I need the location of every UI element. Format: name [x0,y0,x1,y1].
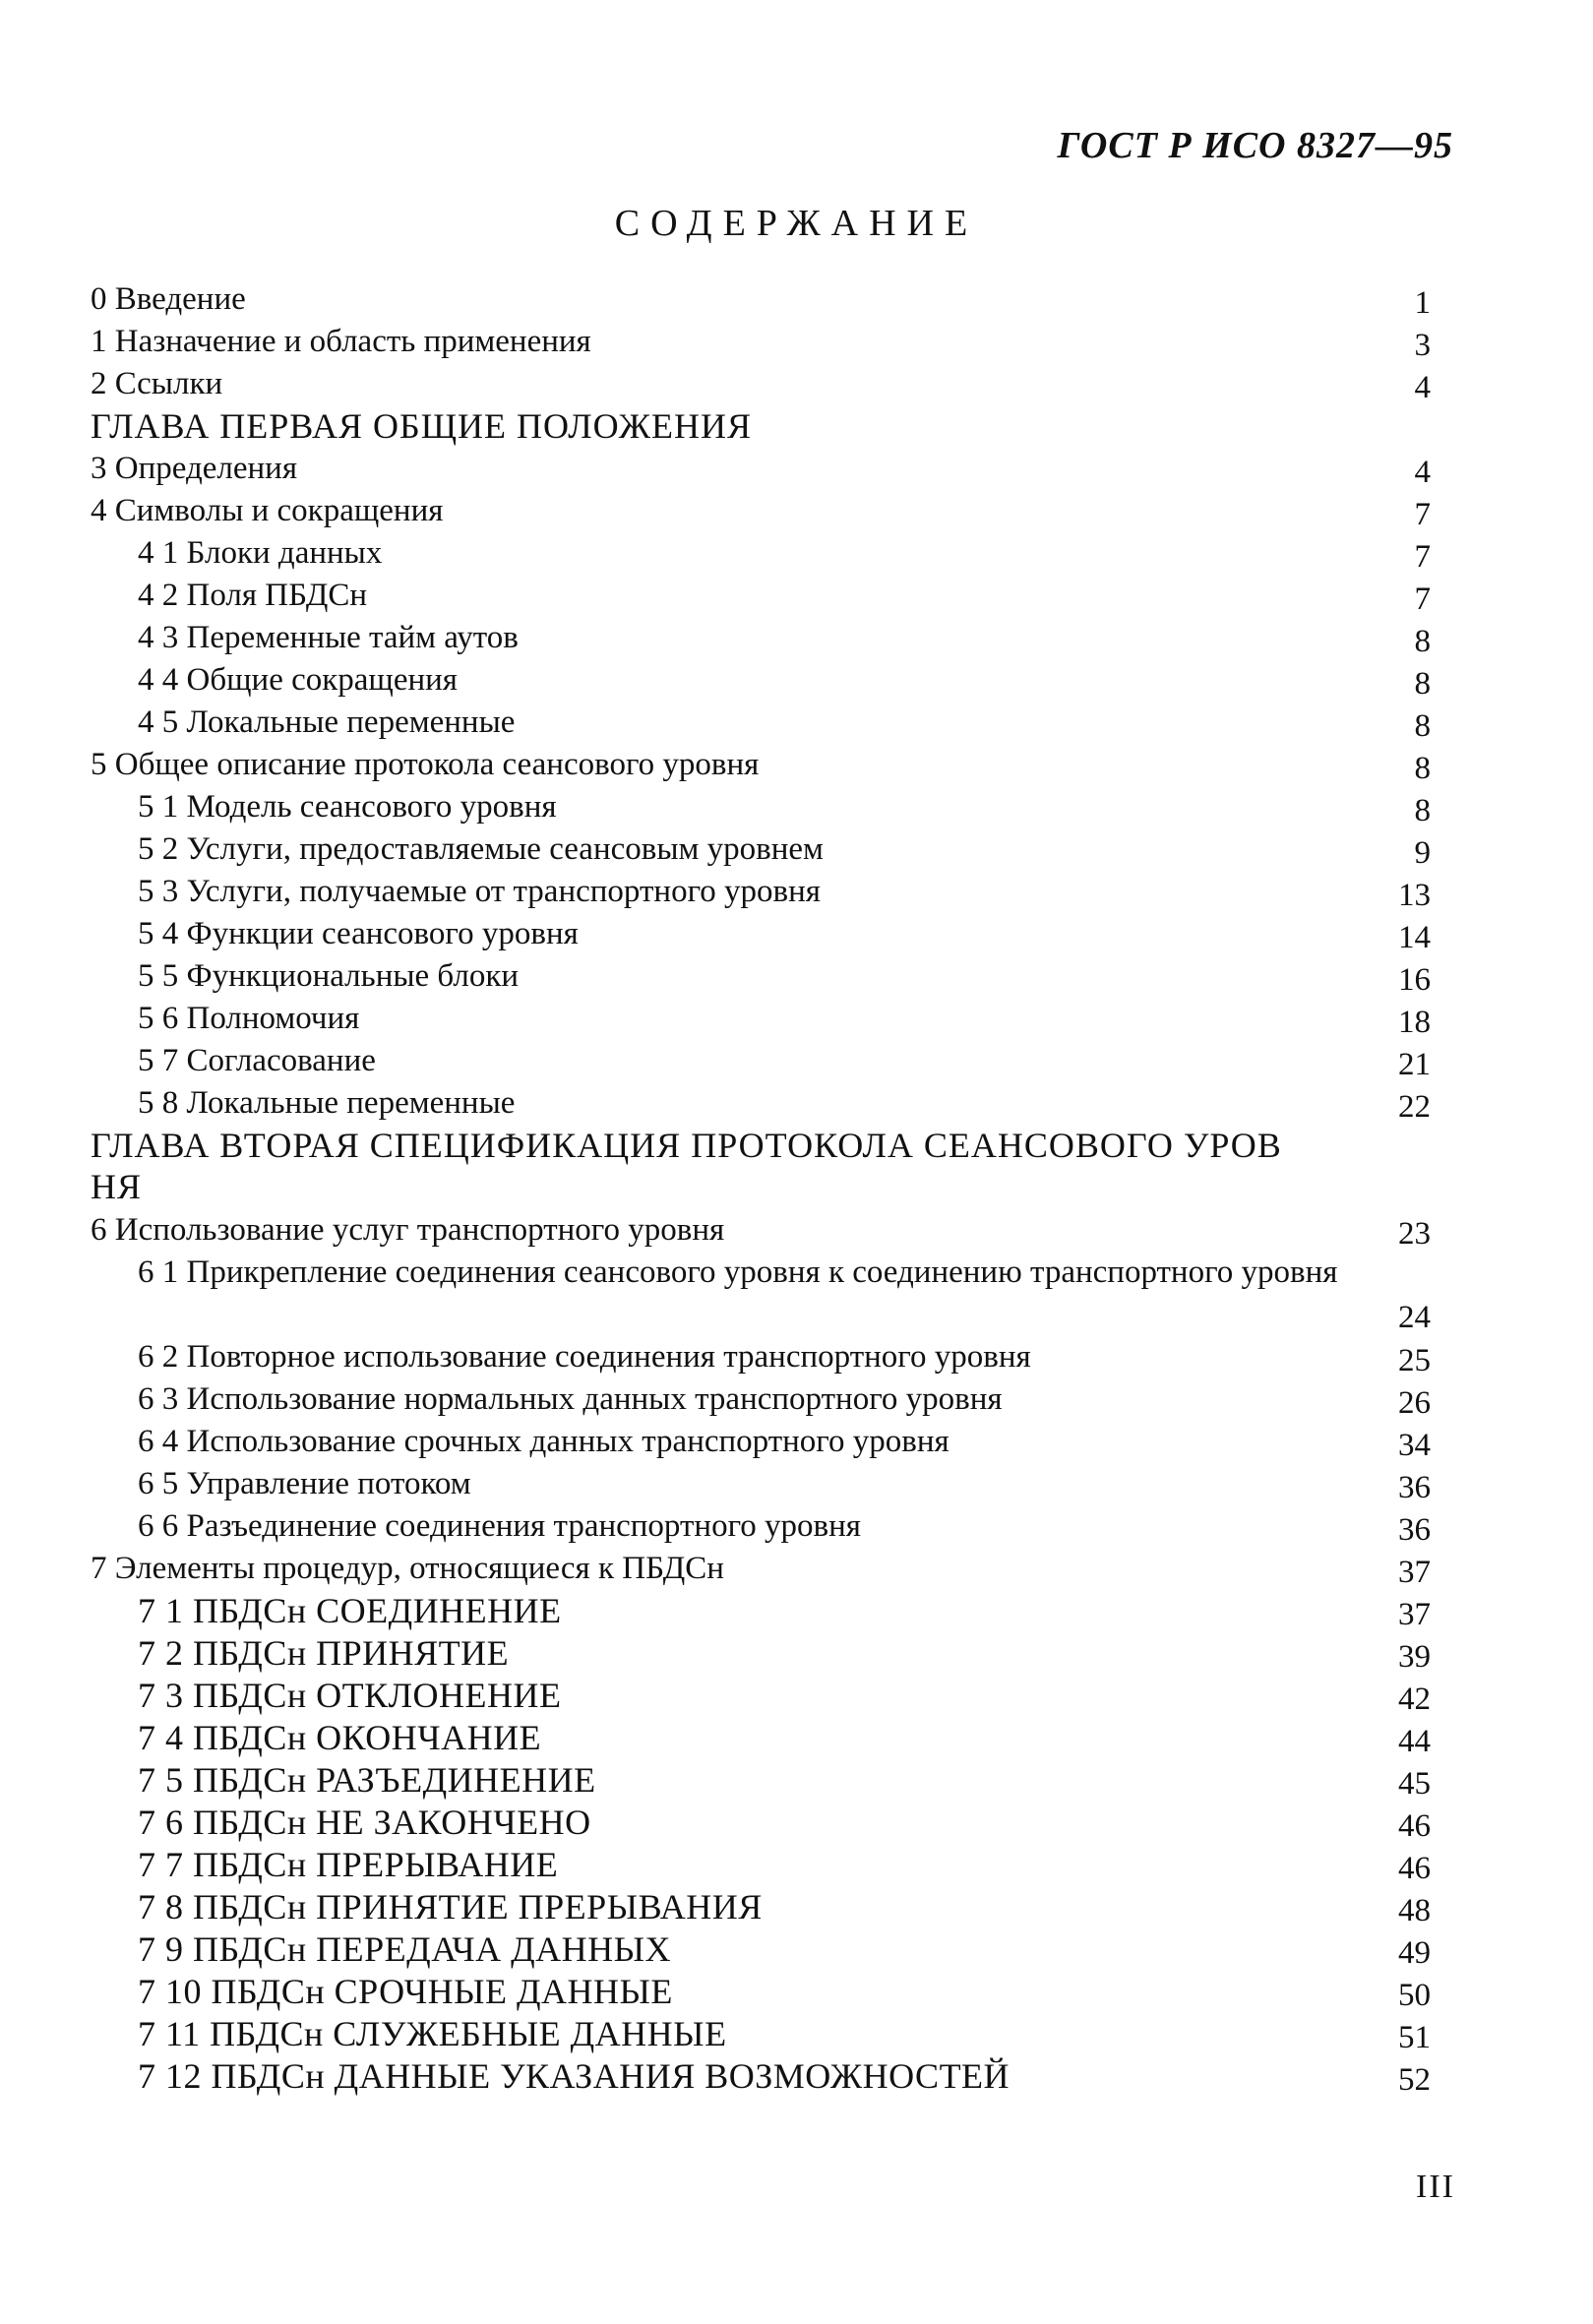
toc-entry-page: 8 [1414,624,1431,659]
toc-entry-page: 46 [1398,1808,1431,1844]
toc-entry-label: 7 Элементы процедур, относящиеся к ПБДСн [91,1551,724,1586]
toc-entry-label: 5 1 Модель сеансового уровня [138,789,557,825]
toc-entry-page: 34 [1398,1428,1431,1463]
toc-entry-page: 23 [1398,1216,1431,1252]
toc-entry-page: 9 [1414,835,1431,871]
toc-entry-page: 37 [1398,1597,1431,1632]
toc-entry-label: 5 7 Согласование [138,1043,376,1078]
toc-entry-page: 25 [1398,1343,1431,1378]
toc-entry-label: 5 6 Полномочия [138,1001,360,1036]
toc-entry-label: 6 2 Повторное использование соединения транспортного уровня [138,1339,1031,1375]
toc-entry-page: 42 [1398,1682,1431,1717]
toc-entry-page: 36 [1398,1470,1431,1505]
toc-entry-page: 16 [1398,962,1431,998]
toc-entry-label: 7 11 ПБДСн СЛУЖЕБНЫЕ ДАННЫЕ [138,2014,727,2053]
toc-entry-label: ГЛАВА ВТОРАЯ СПЕЦИФИКАЦИЯ ПРОТОКОЛА СЕАНСОВОГО УРОВ НЯ [91,1126,1282,1206]
toc-entry-label: 7 9 ПБДСн ПЕРЕДАЧА ДАННЫХ [138,1929,672,1969]
toc-entry-page: 4 [1414,455,1431,490]
toc-entry-label: 5 2 Услуги, предоставляемые сеансовым уровнем [138,831,824,867]
toc-entry-page: 21 [1398,1047,1431,1082]
toc-entry-label: 5 Общее описание протокола сеансового уровня [91,747,760,782]
toc-entry-label: 7 12 ПБДСн ДАННЫЕ УКАЗАНИЯ ВОЗМОЖНОСТЕЙ [138,2056,1011,2096]
toc-entry-label: 3 Определения [91,451,298,486]
toc-entry-label: 5 4 Функции сеансового уровня [138,916,579,951]
toc-entry-label: 4 5 Локальные переменные [138,704,516,740]
toc-entry-label: 7 7 ПБДСн ПРЕРЫВАНИЕ [138,1845,559,1884]
toc-entry-label: 4 4 Общие сокращения [138,662,458,698]
toc-entry-label: 6 Использование услуг транспортного уровня [91,1212,725,1248]
toc-entry-page: 46 [1398,1851,1431,1886]
toc-entry-page: 8 [1414,751,1431,786]
toc-entry-page: 44 [1398,1724,1431,1759]
toc-entry-page: 22 [1398,1089,1431,1125]
toc-entry-page: 13 [1398,878,1431,913]
toc-entry-page: 45 [1398,1766,1431,1802]
toc-entry-label: 2 Ссылки [91,366,223,401]
toc-entry-page: 48 [1398,1893,1431,1928]
toc-entry-label: 6 1 Прикрепление соединения сеансового уровня к соединению транспортного уровня [138,1254,1338,1290]
toc-entry-label: 7 3 ПБДСн ОТКЛОНЕНИЕ [138,1676,562,1715]
toc-entry-label: 6 4 Использование срочных данных транспортного уровня [138,1424,950,1459]
toc-entry-page: 4 [1414,370,1431,405]
toc-entry-page: 8 [1414,666,1431,702]
toc-entry-label: 4 2 Поля ПБДСн [138,578,367,613]
toc-entry-label: 5 3 Услуги, получаемые от транспортного уровня [138,874,821,909]
toc-entry-label: 4 3 Переменные тайм аутов [138,620,519,655]
toc-entry-page: 51 [1398,2020,1431,2055]
toc-entry-page: 49 [1398,1935,1431,1971]
toc-entry-page: 7 [1414,539,1431,575]
toc-entry-label: 5 5 Функциональные блоки [138,958,520,994]
toc-entry-page: 50 [1398,1978,1431,2013]
toc-entry-page: 3 [1414,328,1431,363]
toc-entry-label: 7 4 ПБДСн ОКОНЧАНИЕ [138,1718,542,1757]
toc-entry-page: 8 [1414,793,1431,828]
page-number: III [1416,2169,1455,2205]
toc-entry-label: 7 6 ПБДСн НЕ ЗАКОНЧЕНО [138,1803,591,1842]
toc-entry-label: 7 1 ПБДСн СОЕДИНЕНИЕ [138,1591,562,1630]
toc-entry-label: 6 3 Использование нормальных данных транспортного уровня [138,1381,1003,1417]
toc-entry-page: 52 [1398,2062,1431,2098]
toc-entry-page: 7 [1414,497,1431,532]
toc-title: СОДЕРЖАНИЕ [614,203,979,244]
toc-entry-label: 7 2 ПБДСн ПРИНЯТИЕ [138,1633,510,1673]
toc-entry-page: 14 [1398,920,1431,955]
toc-entry-page: 39 [1398,1639,1431,1675]
toc-entry-page: 26 [1398,1385,1431,1421]
toc-entry-label: 7 10 ПБДСн СРОЧНЫЕ ДАННЫЕ [138,1972,673,2011]
toc-entry-label: 6 5 Управление потоком [138,1466,471,1501]
toc-entry-label: 5 8 Локальные переменные [138,1085,516,1121]
toc-entry-page: 37 [1398,1555,1431,1590]
toc-entry-label: 1 Назначение и область применения [91,324,591,359]
document-code: ГОСТ Р ИСО 8327—95 [1057,125,1453,166]
toc-entry-page: 18 [1398,1005,1431,1040]
toc-entry-label: 7 5 ПБДСн РАЗЪЕДИНЕНИЕ [138,1760,596,1800]
toc-entry-label: 7 8 ПБДСн ПРИНЯТИЕ ПРЕРЫВАНИЯ [138,1887,763,1926]
toc-entry-label: ГЛАВА ПЕРВАЯ ОБЩИЕ ПОЛОЖЕНИЯ [91,406,752,446]
toc-entry-page: 24 [1398,1300,1431,1335]
toc-entry-label: 0 Введение [91,281,246,317]
toc-entry-label: 4 1 Блоки данных [138,535,383,571]
toc-entry-page: 7 [1414,581,1431,617]
toc-entry-page: 1 [1414,285,1431,321]
toc-entry-page: 8 [1414,708,1431,744]
toc-entry-label: 6 6 Разъединение соединения транспортного уровня [138,1508,861,1544]
toc-entry-label: 4 Символы и сокращения [91,493,444,528]
toc-entry-page: 36 [1398,1512,1431,1548]
